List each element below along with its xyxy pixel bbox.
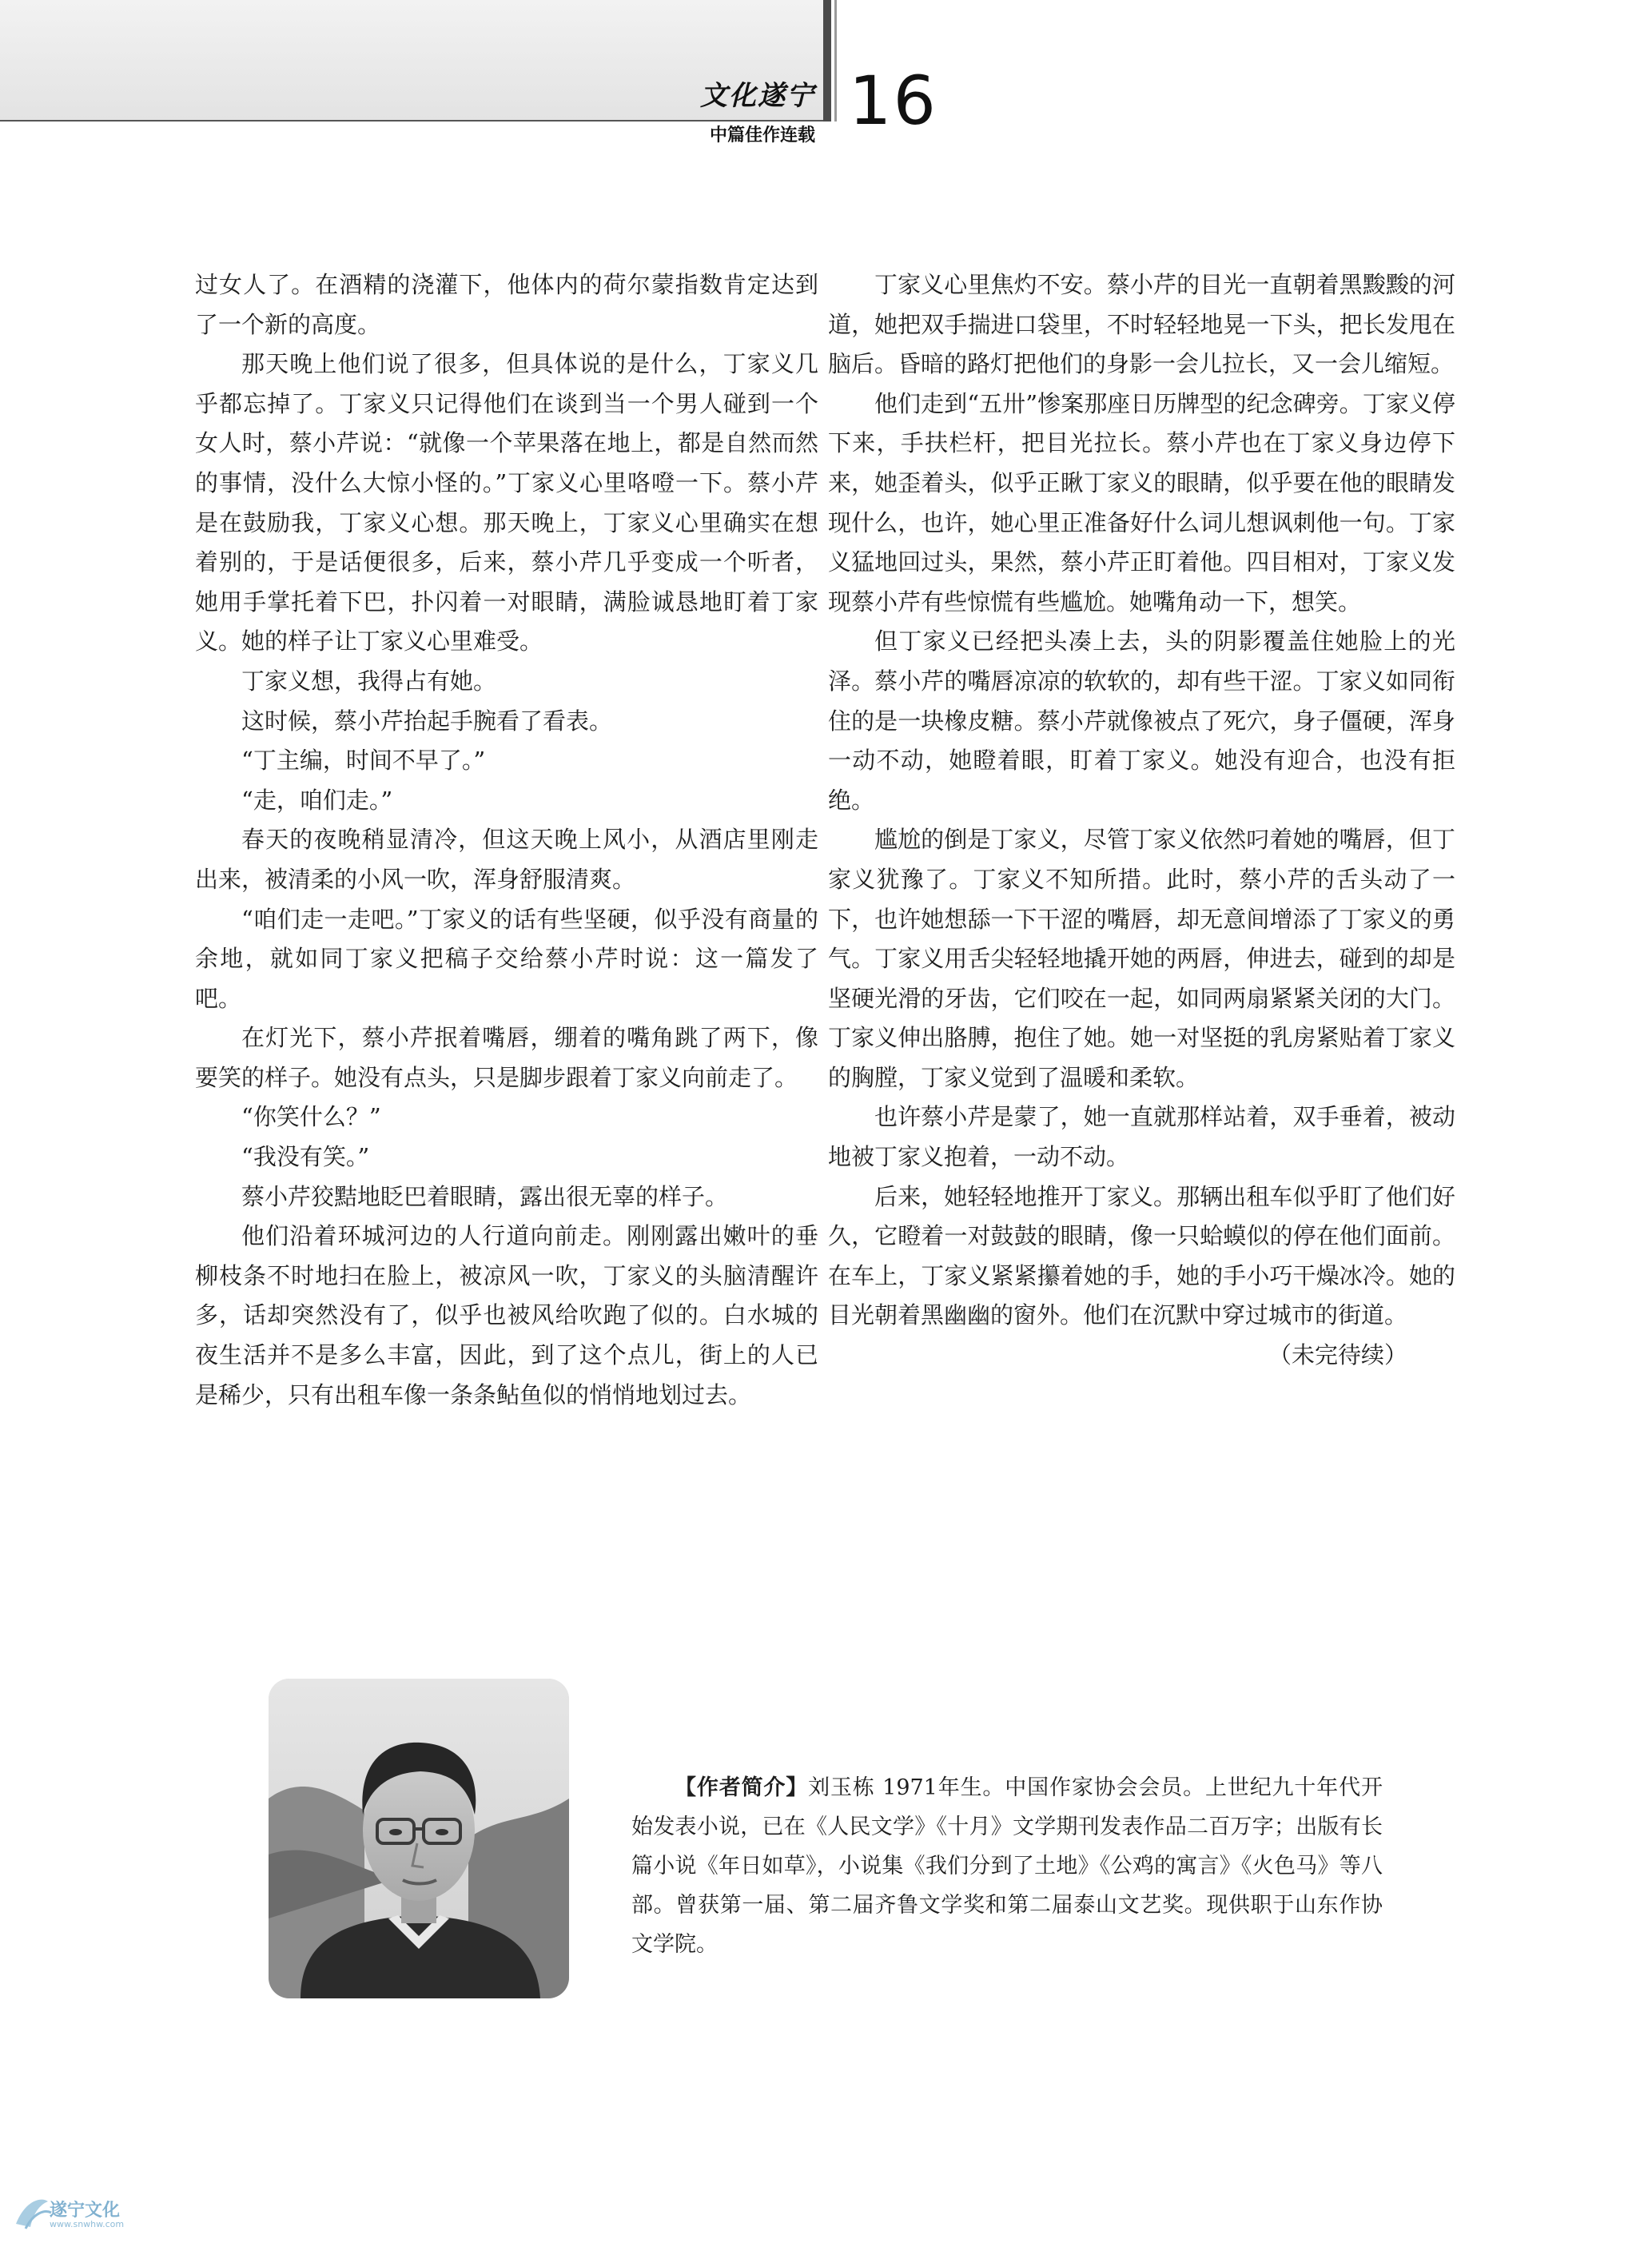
paragraph: 蔡小芹狡黠地眨巴着眼睛，露出很无辜的样子。 xyxy=(241,1182,729,1210)
paragraph: 后来，她轻轻地推开丁家义。那辆出租车似乎盯了他们好久，它瞪着一对鼓鼓的眼睛，像一只蛤蟆似的停在他们面前。在车上，丁家义紧紧攥着她的手，她的手小巧干燥冰冷。她的目光朝着黑幽幽的窗外。他们在沉默中穿过城市的街道。 xyxy=(828,1182,1455,1329)
to-be-continued-note: （未完待续） xyxy=(1268,1341,1407,1369)
paragraph: 丁家义心里焦灼不安。蔡小芹的目光一直朝着黑黢黢的河道，她把双手揣进口袋里，不时轻轻地晃一下头，把长发甩在脑后。昏暗的路灯把他们的身影一会儿拉长，又一会儿缩短。 xyxy=(828,271,1455,378)
author-photo xyxy=(269,1679,569,1998)
paragraph: 这时候，蔡小芹抬起手腕看了看表。 xyxy=(241,707,613,735)
paragraph: “丁主编，时间不早了。” xyxy=(241,747,486,775)
paragraph: 在灯光下，蔡小芹抿着嘴唇，绷着的嘴角跳了两下，像要笑的样子。她没有点头，只是脚步跟着丁家义向前走了。 xyxy=(195,1024,818,1091)
paragraph: 他们沿着环城河边的人行道向前走。刚刚露出嫩叶的垂柳枝条不时地扫在脸上，被凉风一吹，丁家义的头脑清醒许多，话却突然没有了，似乎也被风给吹跑了似的。白水城的夜生活并不是多么丰富，因此，到了这个点儿，街上的人已是稀少，只有出租车像一条条鲇鱼似的悄悄地划过去。 xyxy=(195,1222,818,1408)
page-number: 16 xyxy=(849,62,937,140)
author-bio xyxy=(631,1768,1383,1964)
paragraph: 但丁家义已经把头凑上去，头的阴影覆盖住她脸上的光泽。蔡小芹的嘴唇凉凉的软软的，却有些干涩。丁家义如同衔住的是一块橡皮糖。蔡小芹就像被点了死穴，身子僵硬，浑身一动不动，她瞪着眼，盯着丁家义。她没有迎合，也没有拒绝。 xyxy=(828,627,1455,814)
paragraph: “你笑什么？” xyxy=(241,1103,381,1131)
author-bio-text: 刘玉栋 1971年生。中国作家协会会员。上世纪九十年代开始发表小说，已在《人民文学》《十月》文学期刊发表作品二百万字；出版有长篇小说《年日如草》，小说集《我们分到了土地》《公鸡的寓言》《火色马》等八部。曾获第一届、第二届齐鲁文学奖和第二届泰山文艺奖。现供职于山东作协文学院。 xyxy=(631,1775,1383,1957)
paragraph: “我没有笑。” xyxy=(241,1143,370,1171)
watermark-text: 遂宁文化 xyxy=(50,2201,121,2221)
right-column xyxy=(828,265,1455,1376)
author-bio-label: 【作者简介】 xyxy=(675,1775,809,1800)
header-divider-bar-light xyxy=(834,0,837,122)
author-portrait-image xyxy=(269,1679,569,1998)
paragraph: 他们走到“五卅”惨案那座日历牌型的纪念碑旁。丁家义停下来，手扶栏杆，把目光拉长。蔡小芹也在丁家义身边停下来，她歪着头，似乎正瞅丁家义的眼睛，似乎要在他的眼睛发现什么，也许，她心里正准备好什么词儿想讽刺他一句。丁家义猛地回过头，果然，蔡小芹正盯着他。四目相对，丁家义发现蔡小芹有些惊慌有些尴尬。她嘴角动一下，想笑。 xyxy=(828,389,1455,616)
header-divider-bar xyxy=(823,0,831,122)
paragraph: 也许蔡小芹是蒙了，她一直就那样站着，双手垂着，被动地被丁家义抱着，一动不动。 xyxy=(828,1103,1455,1171)
paragraph: 尴尬的倒是丁家义，尽管丁家义依然叼着她的嘴唇，但丁家义犹豫了。丁家义不知所措。此时，蔡小芹的舌头动了一下，也许她想舔一下干涩的嘴唇，却无意间增添了丁家义的勇气。丁家义用舌尖轻轻地撬开她的两唇，伸进去，碰到的却是坚硬光滑的牙齿，它们咬在一起，如同两扇紧紧关闭的大门。丁家义伸出胳膊，抱住了她。她一对坚挺的乳房紧贴着丁家义的胸膛，丁家义觉到了温暖和柔软。 xyxy=(828,826,1455,1091)
left-column xyxy=(195,265,818,1415)
paragraph: 那天晚上他们说了很多，但具体说的是什么，丁家义几乎都忘掉了。丁家义只记得他们在谈到当一个男人碰到一个女人时，蔡小芹说：“就像一个苹果落在地上，都是自然而然的事情，没什么大惊小怪的。”丁家义心里咯噔一下。蔡小芹是在鼓励我，丁家义心想。那天晚上，丁家义心里确实在想着别的，于是话便很多，后来，蔡小芹几乎变成一个听者，她用手掌托着下巴，扑闪着一对眼睛，满脸诚恳地盯着丁家义。她的样子让丁家义心里难受。 xyxy=(195,350,818,655)
watermark-url: www.snwhw.com xyxy=(50,2219,125,2229)
paragraph: “走，咱们走。” xyxy=(241,786,393,814)
paragraph: 丁家义想，我得占有她。 xyxy=(241,667,497,695)
paragraph: “咱们走一走吧。”丁家义的话有些坚硬，似乎没有商量的余地，就如同丁家义把稿子交给蔡小芹时说：这一篇发了吧。 xyxy=(195,905,818,1012)
section-title: 文化遂宁 xyxy=(700,80,815,112)
paragraph: 过女人了。在酒精的浇灌下，他体内的荷尔蒙指数肯定达到了一个新的高度。 xyxy=(195,271,818,338)
section-subtitle: 中篇佳作连载 xyxy=(709,125,815,145)
paragraph: 春天的夜晚稍显清冷，但这天晚上风小，从酒店里刚走出来，被清柔的小风一吹，浑身舒服清爽。 xyxy=(195,826,818,893)
